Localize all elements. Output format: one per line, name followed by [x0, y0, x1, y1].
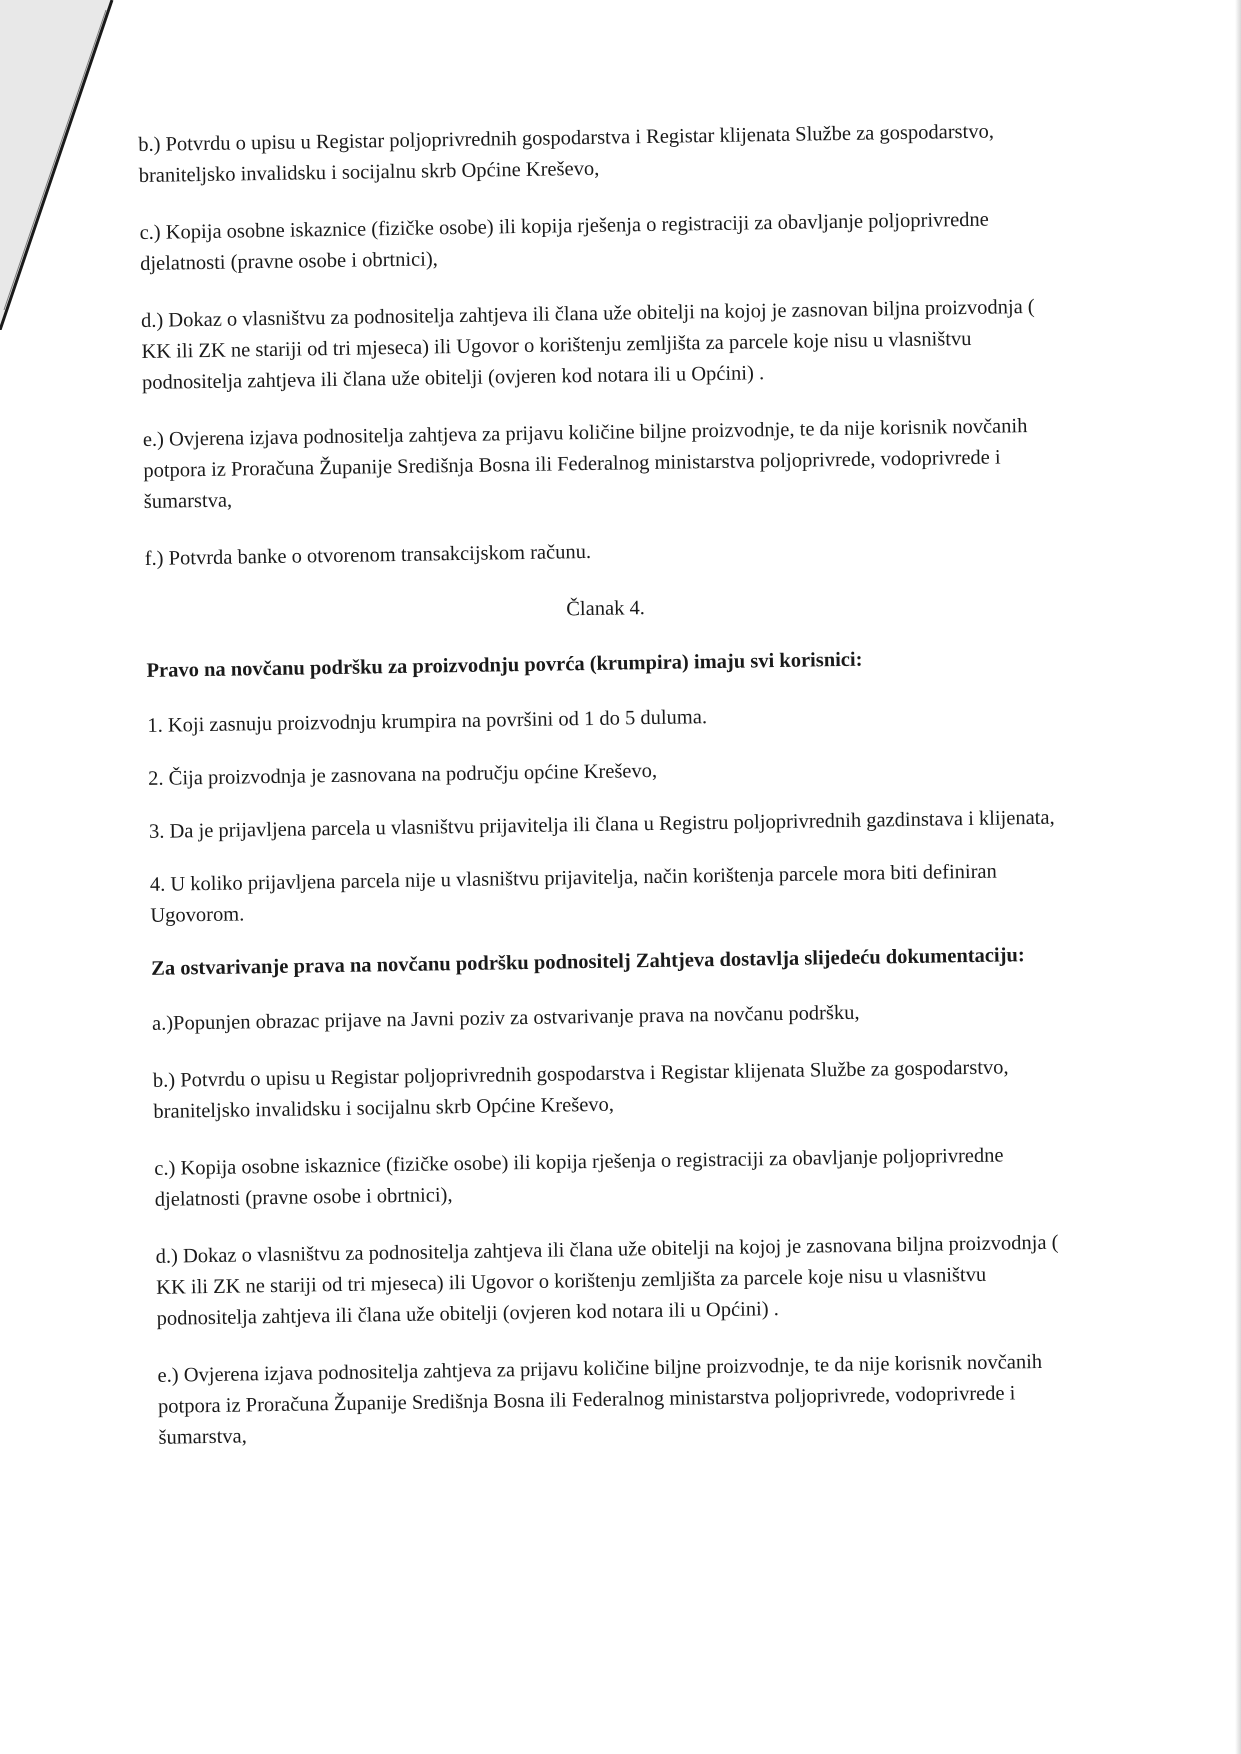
block2-item-c: c.) Kopija osobne iskaznice (fizičke osobe) ili kopija rješenja o registraciji za obavljanje poljoprivredne djelatnosti (pravne osobe i obrtnici), [154, 1144, 1004, 1211]
docs-heading: Za ostvarivanje prava na novčanu podršku podnositelj Zahtjeva dostavlja slijedeću dokumentaciju: [151, 944, 1025, 980]
document-page [138, 116, 1079, 1480]
condition-item: 2. Čija proizvodnja je zasnovana na području općine Kreševo, [148, 759, 658, 790]
block2-item-d: d.) Dokaz o vlasništvu za podnositelja zahtjeva ili člana uže obitelji na kojoj je zasnovana biljna proizvodnja ( KK ili ZK ne stariji od tri mjeseca) ili Ugovor o korištenju zemljišta za parcele koje nisu u vlasništvu podnositelja zahtjeva ili člana uže obitelji (ovjeren kod notara ili u Općini) . [155, 1231, 1059, 1330]
condition-item: 3. Da je prijavljena parcela u vlasništvu prijavitelja ili člana u Registru poljoprivrednih gazdinstava i klijenata, [148, 806, 1055, 843]
block1-item-b: b.) Potvrdu o upisu u Registar poljoprivrednih gospodarstva i Registar klijenata Službe za gospodarstvo, braniteljsko invalidsku i socijalnu skrb Općine Kreševo, [138, 120, 995, 187]
scan-corner-edge [0, 0, 140, 330]
condition-item: 4. U koliko prijavljena parcela nije u vlasništvu prijavitelja, način korištenja parcele mora biti definiran Ugovorom. [149, 860, 997, 927]
block1-item-e: e.) Ovjerena izjava podnositelja zahtjeva za prijavu količine biljne proizvodnje, te da nije korisnik novčanih potpora iz Proračuna Županije Središnja Bosna ili Federalnog ministarstva poljoprivrede, vodoprivrede i šumarstva, [142, 415, 1028, 513]
block2-item-b: b.) Potvrdu o upisu u Registar poljoprivrednih gospodarstva i Registar klijenata Službe za gospodarstvo, braniteljsko invalidsku i socijalnu skrb Općine Kreševo, [152, 1056, 1009, 1123]
condition-item: 1. Koji zasnuju proizvodnju krumpira na površini od 1 do 5 duluma. [147, 706, 708, 737]
block2-item-e: e.) Ovjerena izjava podnositelja zahtjeva za prijavu količine biljne proizvodnje, te da nije korisnik novčanih potpora iz Proračuna Županije Središnja Bosna ili Federalnog ministarstva poljoprivrede, vodoprivrede i šumarstva, [157, 1350, 1043, 1449]
block1-item-f: f.) Potvrda banke o otvorenom transakcijskom računu. [144, 540, 592, 570]
article-heading: Pravo na novčanu podršku za proizvodnju povrća (krumpira) imaju svi korisnici: [146, 648, 863, 682]
block2-item-a: a.)Popunjen obrazac prijave na Javni poziv za ostvarivanje prava na novčanu podršku, [151, 1001, 860, 1035]
block1-item-c: c.) Kopija osobne iskaznice (fizičke osobe) ili kopija rješenja o registraciji za obavljanje poljoprivredne djelatnosti (pravne osobe i obrtnici), [139, 208, 989, 275]
block1-item-d: d.) Dokaz o vlasništvu za podnositelja zahtjeva ili člana uže obitelji na kojoj je zasnovan biljna proizvodnja ( KK ili ZK ne stariji od tri mjeseca) ili Ugovor o korištenju zemljišta za parcele koje nisu u vlasništvu podnositelja zahtjeva ili člana uže obitelji (ovjeren kod notara ili u Općini) . [140, 295, 1035, 394]
article-title: Članak 4. [566, 597, 646, 621]
scan-right-shadow [1235, 0, 1241, 1754]
